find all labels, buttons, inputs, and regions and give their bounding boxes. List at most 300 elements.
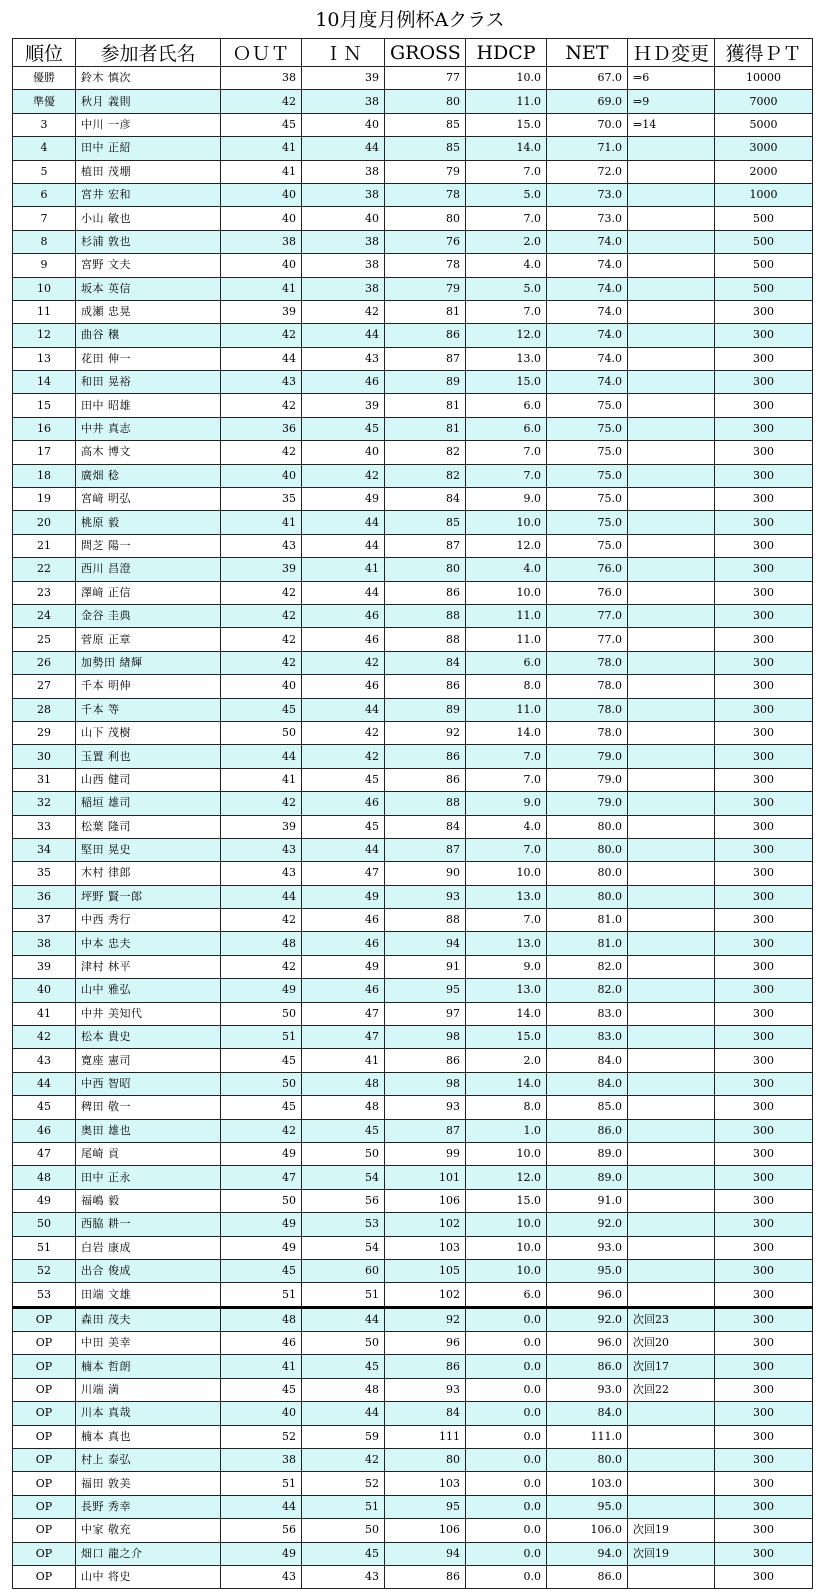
net-cell: 83.0 — [547, 1002, 628, 1025]
net-cell: 86.0 — [547, 1355, 628, 1378]
rank-cell: 37 — [13, 909, 76, 932]
gross-cell: 86 — [385, 1049, 466, 1072]
in-cell: 48 — [302, 1096, 385, 1119]
rank-cell: OP — [13, 1307, 76, 1331]
rank-cell: 39 — [13, 955, 76, 978]
hd-change-cell — [628, 1566, 715, 1589]
points-cell: 300 — [715, 838, 813, 861]
gross-cell: 88 — [385, 604, 466, 627]
name-cell: 白岩 康成 — [76, 1236, 221, 1259]
net-cell: 80.0 — [547, 1449, 628, 1472]
hd-change-cell — [628, 1142, 715, 1165]
net-cell: 84.0 — [547, 1402, 628, 1425]
hd-change-cell — [628, 137, 715, 160]
points-cell: 300 — [715, 651, 813, 674]
rank-cell: OP — [13, 1402, 76, 1425]
table-row — [13, 1472, 813, 1495]
points-cell: 300 — [715, 1449, 813, 1472]
out-cell: 42 — [221, 581, 302, 604]
hd-change-cell — [628, 1096, 715, 1119]
name-cell: 稗田 敬一 — [76, 1096, 221, 1119]
out-cell: 42 — [221, 909, 302, 932]
gross-cell: 80 — [385, 90, 466, 113]
hd-change-cell — [628, 254, 715, 277]
hd-change-cell — [628, 1166, 715, 1189]
net-cell: 73.0 — [547, 183, 628, 206]
net-cell: 79.0 — [547, 745, 628, 768]
hdcp-cell: 14.0 — [466, 137, 547, 160]
table-row — [13, 417, 813, 440]
table-row — [13, 1332, 813, 1355]
net-cell: 84.0 — [547, 1072, 628, 1095]
name-cell: 小山 敏也 — [76, 207, 221, 230]
name-cell: 川端 満 — [76, 1378, 221, 1401]
rank-cell: 31 — [13, 768, 76, 791]
in-cell: 51 — [302, 1283, 385, 1307]
gross-cell: 85 — [385, 113, 466, 136]
points-cell: 500 — [715, 254, 813, 277]
points-cell: 300 — [715, 932, 813, 955]
points-cell: 300 — [715, 1332, 813, 1355]
net-cell: 80.0 — [547, 862, 628, 885]
in-cell: 45 — [302, 815, 385, 838]
gross-cell: 95 — [385, 1495, 466, 1518]
points-cell: 300 — [715, 1472, 813, 1495]
hdcp-cell: 2.0 — [466, 1049, 547, 1072]
points-cell: 10000 — [715, 67, 813, 90]
net-cell: 75.0 — [547, 394, 628, 417]
hd-change-cell: 次回20 — [628, 1332, 715, 1355]
name-cell: 木村 律郎 — [76, 862, 221, 885]
net-cell: 78.0 — [547, 721, 628, 744]
gross-cell: 77 — [385, 67, 466, 90]
table-row — [13, 207, 813, 230]
in-cell: 56 — [302, 1189, 385, 1212]
in-cell: 44 — [302, 137, 385, 160]
table-row — [13, 932, 813, 955]
name-cell: 宮井 宏和 — [76, 183, 221, 206]
rank-cell: 準優 — [13, 90, 76, 113]
gross-cell: 94 — [385, 1542, 466, 1565]
name-cell: 桃原 毅 — [76, 511, 221, 534]
rank-cell: 27 — [13, 675, 76, 698]
gross-cell: 106 — [385, 1189, 466, 1212]
in-cell: 44 — [302, 1307, 385, 1331]
hd-change-cell — [628, 932, 715, 955]
gross-cell: 95 — [385, 979, 466, 1002]
out-cell: 42 — [221, 628, 302, 651]
in-cell: 50 — [302, 1332, 385, 1355]
net-cell: 75.0 — [547, 441, 628, 464]
name-cell: 中川 一彦 — [76, 113, 221, 136]
points-cell: 300 — [715, 534, 813, 557]
in-cell: 48 — [302, 1378, 385, 1401]
net-cell: 79.0 — [547, 768, 628, 791]
gross-cell: 79 — [385, 277, 466, 300]
rank-cell: OP — [13, 1425, 76, 1448]
net-cell: 75.0 — [547, 511, 628, 534]
hdcp-cell: 7.0 — [466, 441, 547, 464]
net-cell: 95.0 — [547, 1495, 628, 1518]
in-cell: 44 — [302, 534, 385, 557]
name-cell: 松葉 隆司 — [76, 815, 221, 838]
points-cell: 300 — [715, 768, 813, 791]
out-cell: 40 — [221, 254, 302, 277]
results-table — [12, 38, 813, 1589]
hdcp-cell: 11.0 — [466, 628, 547, 651]
rank-cell: 26 — [13, 651, 76, 674]
rank-cell: 21 — [13, 534, 76, 557]
hd-change-cell: 次回19 — [628, 1542, 715, 1565]
net-cell: 96.0 — [547, 1332, 628, 1355]
in-cell: 43 — [302, 1566, 385, 1589]
gross-cell: 86 — [385, 324, 466, 347]
hd-change-cell — [628, 1002, 715, 1025]
in-cell: 46 — [302, 792, 385, 815]
points-cell: 500 — [715, 230, 813, 253]
hd-change-cell: 次回22 — [628, 1378, 715, 1401]
gross-cell: 102 — [385, 1213, 466, 1236]
in-cell: 38 — [302, 254, 385, 277]
net-cell: 93.0 — [547, 1378, 628, 1401]
name-cell: 山中 雅弘 — [76, 979, 221, 1002]
points-cell: 300 — [715, 1002, 813, 1025]
out-cell: 44 — [221, 1495, 302, 1518]
hdcp-cell: 11.0 — [466, 90, 547, 113]
points-cell: 300 — [715, 1096, 813, 1119]
rank-cell: 18 — [13, 464, 76, 487]
hd-change-cell — [628, 1449, 715, 1472]
net-cell: 74.0 — [547, 230, 628, 253]
in-cell: 46 — [302, 604, 385, 627]
hdcp-cell: 9.0 — [466, 488, 547, 511]
name-cell: 西川 昌澄 — [76, 558, 221, 581]
in-cell: 41 — [302, 558, 385, 581]
rank-cell: 33 — [13, 815, 76, 838]
out-cell: 40 — [221, 1402, 302, 1425]
points-cell: 300 — [715, 604, 813, 627]
hdcp-cell: 0.0 — [466, 1566, 547, 1589]
gross-cell: 87 — [385, 347, 466, 370]
gross-cell: 88 — [385, 628, 466, 651]
net-cell: 76.0 — [547, 581, 628, 604]
name-cell: 坂本 英信 — [76, 277, 221, 300]
gross-cell: 98 — [385, 1026, 466, 1049]
hd-change-cell — [628, 230, 715, 253]
out-cell: 47 — [221, 1166, 302, 1189]
gross-cell: 87 — [385, 534, 466, 557]
name-cell: 西脇 耕一 — [76, 1213, 221, 1236]
table-row — [13, 628, 813, 651]
table-row — [13, 675, 813, 698]
name-cell: 植田 茂堋 — [76, 160, 221, 183]
name-cell: 川本 真哉 — [76, 1402, 221, 1425]
table-row — [13, 1189, 813, 1212]
hdcp-cell: 11.0 — [466, 698, 547, 721]
gross-cell: 86 — [385, 1355, 466, 1378]
table-row — [13, 511, 813, 534]
gross-cell: 92 — [385, 1307, 466, 1331]
rank-cell: OP — [13, 1332, 76, 1355]
hdcp-cell: 1.0 — [466, 1119, 547, 1142]
gross-cell: 78 — [385, 183, 466, 206]
net-cell: 74.0 — [547, 277, 628, 300]
in-cell: 42 — [302, 721, 385, 744]
name-cell: 長野 秀幸 — [76, 1495, 221, 1518]
hdcp-cell: 12.0 — [466, 1166, 547, 1189]
hd-change-cell — [628, 207, 715, 230]
table-row — [13, 1542, 813, 1565]
hd-change-cell — [628, 1259, 715, 1282]
points-cell: 300 — [715, 1425, 813, 1448]
net-cell: 77.0 — [547, 604, 628, 627]
net-cell: 73.0 — [547, 207, 628, 230]
net-cell: 74.0 — [547, 371, 628, 394]
points-cell: 500 — [715, 207, 813, 230]
in-cell: 42 — [302, 651, 385, 674]
gross-cell: 94 — [385, 932, 466, 955]
rank-cell: 17 — [13, 441, 76, 464]
hd-change-cell — [628, 1283, 715, 1307]
in-cell: 40 — [302, 207, 385, 230]
hdcp-cell: 8.0 — [466, 1096, 547, 1119]
net-cell: 86.0 — [547, 1566, 628, 1589]
rank-cell: 4 — [13, 137, 76, 160]
points-cell: 300 — [715, 1049, 813, 1072]
hd-change-cell — [628, 979, 715, 1002]
in-cell: 44 — [302, 1402, 385, 1425]
gross-cell: 88 — [385, 792, 466, 815]
net-cell: 76.0 — [547, 558, 628, 581]
points-cell: 300 — [715, 300, 813, 323]
out-cell: 44 — [221, 347, 302, 370]
table-row — [13, 160, 813, 183]
name-cell: 高木 博文 — [76, 441, 221, 464]
rank-cell: 22 — [13, 558, 76, 581]
net-cell: 75.0 — [547, 534, 628, 557]
rank-cell: 48 — [13, 1166, 76, 1189]
name-cell: 中家 敬充 — [76, 1519, 221, 1542]
net-cell: 92.0 — [547, 1307, 628, 1331]
out-cell: 43 — [221, 371, 302, 394]
in-cell: 46 — [302, 909, 385, 932]
header-hdcp: HDCP — [466, 39, 547, 67]
gross-cell: 86 — [385, 675, 466, 698]
hdcp-cell: 7.0 — [466, 838, 547, 861]
out-cell: 43 — [221, 838, 302, 861]
net-cell: 71.0 — [547, 137, 628, 160]
points-cell: 300 — [715, 1283, 813, 1307]
gross-cell: 84 — [385, 815, 466, 838]
net-cell: 80.0 — [547, 815, 628, 838]
rank-cell: 16 — [13, 417, 76, 440]
hdcp-cell: 6.0 — [466, 417, 547, 440]
hd-change-cell — [628, 300, 715, 323]
name-cell: 田中 昭雄 — [76, 394, 221, 417]
hd-change-cell — [628, 721, 715, 744]
points-cell: 300 — [715, 1307, 813, 1331]
header-gross: GROSS — [385, 39, 466, 67]
net-cell: 89.0 — [547, 1142, 628, 1165]
rank-cell: 52 — [13, 1259, 76, 1282]
in-cell: 42 — [302, 745, 385, 768]
rank-cell: OP — [13, 1449, 76, 1472]
in-cell: 49 — [302, 488, 385, 511]
rank-cell: 5 — [13, 160, 76, 183]
gross-cell: 93 — [385, 1096, 466, 1119]
net-cell: 103.0 — [547, 1472, 628, 1495]
points-cell: 300 — [715, 862, 813, 885]
hd-change-cell — [628, 1425, 715, 1448]
hdcp-cell: 12.0 — [466, 324, 547, 347]
hdcp-cell: 10.0 — [466, 581, 547, 604]
name-cell: 楠本 哲朗 — [76, 1355, 221, 1378]
net-cell: 80.0 — [547, 885, 628, 908]
hdcp-cell: 0.0 — [466, 1425, 547, 1448]
hd-change-cell — [628, 955, 715, 978]
points-cell: 300 — [715, 1142, 813, 1165]
rank-cell: 43 — [13, 1049, 76, 1072]
net-cell: 92.0 — [547, 1213, 628, 1236]
in-cell: 40 — [302, 113, 385, 136]
results-body — [13, 67, 813, 1589]
points-cell: 300 — [715, 721, 813, 744]
hd-change-cell — [628, 347, 715, 370]
points-cell: 300 — [715, 955, 813, 978]
net-cell: 79.0 — [547, 792, 628, 815]
hdcp-cell: 15.0 — [466, 371, 547, 394]
hd-change-cell — [628, 417, 715, 440]
out-cell: 41 — [221, 511, 302, 534]
hdcp-cell: 0.0 — [466, 1378, 547, 1401]
in-cell: 39 — [302, 67, 385, 90]
out-cell: 40 — [221, 183, 302, 206]
name-cell: 千本 等 — [76, 698, 221, 721]
in-cell: 49 — [302, 885, 385, 908]
out-cell: 44 — [221, 745, 302, 768]
in-cell: 44 — [302, 581, 385, 604]
out-cell: 50 — [221, 1072, 302, 1095]
in-cell: 53 — [302, 1213, 385, 1236]
hdcp-cell: 7.0 — [466, 300, 547, 323]
header-rank: 順位 — [13, 39, 76, 67]
out-cell: 42 — [221, 90, 302, 113]
name-cell: 田端 文雄 — [76, 1283, 221, 1307]
out-cell: 52 — [221, 1425, 302, 1448]
table-row — [13, 1072, 813, 1095]
in-cell: 38 — [302, 90, 385, 113]
table-row — [13, 183, 813, 206]
table-row — [13, 394, 813, 417]
out-cell: 38 — [221, 1449, 302, 1472]
points-cell: 1000 — [715, 183, 813, 206]
points-cell: 300 — [715, 347, 813, 370]
in-cell: 44 — [302, 511, 385, 534]
points-cell: 300 — [715, 1566, 813, 1589]
hd-change-cell — [628, 394, 715, 417]
out-cell: 42 — [221, 604, 302, 627]
points-cell: 300 — [715, 1402, 813, 1425]
out-cell: 43 — [221, 1566, 302, 1589]
in-cell: 48 — [302, 1072, 385, 1095]
rank-cell: 49 — [13, 1189, 76, 1212]
table-row — [13, 347, 813, 370]
table-row — [13, 1002, 813, 1025]
table-row — [13, 464, 813, 487]
net-cell: 85.0 — [547, 1096, 628, 1119]
gross-cell: 81 — [385, 394, 466, 417]
net-cell: 95.0 — [547, 1259, 628, 1282]
rank-cell: OP — [13, 1355, 76, 1378]
hdcp-cell: 7.0 — [466, 768, 547, 791]
points-cell: 300 — [715, 488, 813, 511]
out-cell: 39 — [221, 300, 302, 323]
out-cell: 49 — [221, 1542, 302, 1565]
name-cell: 田中 正永 — [76, 1166, 221, 1189]
net-cell: 72.0 — [547, 160, 628, 183]
name-cell: 鈴木 慎次 — [76, 67, 221, 90]
gross-cell: 91 — [385, 955, 466, 978]
table-row — [13, 1236, 813, 1259]
net-cell: 111.0 — [547, 1425, 628, 1448]
hdcp-cell: 10.0 — [466, 511, 547, 534]
rank-cell: 23 — [13, 581, 76, 604]
table-row — [13, 1259, 813, 1282]
name-cell: 中西 秀行 — [76, 909, 221, 932]
in-cell: 47 — [302, 862, 385, 885]
table-row — [13, 1049, 813, 1072]
gross-cell: 86 — [385, 1566, 466, 1589]
hd-change-cell — [628, 628, 715, 651]
gross-cell: 89 — [385, 698, 466, 721]
hdcp-cell: 0.0 — [466, 1519, 547, 1542]
name-cell: 菅原 正章 — [76, 628, 221, 651]
rank-cell: 46 — [13, 1119, 76, 1142]
in-cell: 50 — [302, 1142, 385, 1165]
in-cell: 47 — [302, 1002, 385, 1025]
hdcp-cell: 0.0 — [466, 1449, 547, 1472]
rank-cell: OP — [13, 1472, 76, 1495]
points-cell: 300 — [715, 698, 813, 721]
rank-cell: 44 — [13, 1072, 76, 1095]
gross-cell: 76 — [385, 230, 466, 253]
in-cell: 44 — [302, 324, 385, 347]
points-cell: 7000 — [715, 90, 813, 113]
in-cell: 42 — [302, 300, 385, 323]
table-row — [13, 558, 813, 581]
rank-cell: 24 — [13, 604, 76, 627]
points-cell: 300 — [715, 1236, 813, 1259]
points-cell: 300 — [715, 1519, 813, 1542]
hd-change-cell — [628, 581, 715, 604]
hdcp-cell: 0.0 — [466, 1542, 547, 1565]
hd-change-cell — [628, 371, 715, 394]
out-cell: 44 — [221, 885, 302, 908]
name-cell: 宮﨑 明弘 — [76, 488, 221, 511]
points-cell: 300 — [715, 394, 813, 417]
gross-cell: 84 — [385, 1402, 466, 1425]
table-row — [13, 324, 813, 347]
table-row — [13, 1283, 813, 1307]
in-cell: 60 — [302, 1259, 385, 1282]
table-row — [13, 1026, 813, 1049]
table-row — [13, 581, 813, 604]
name-cell: 寛座 憲司 — [76, 1049, 221, 1072]
in-cell: 38 — [302, 277, 385, 300]
points-cell: 2000 — [715, 160, 813, 183]
header-points: 獲得ＰＴ — [715, 39, 813, 67]
in-cell: 46 — [302, 979, 385, 1002]
